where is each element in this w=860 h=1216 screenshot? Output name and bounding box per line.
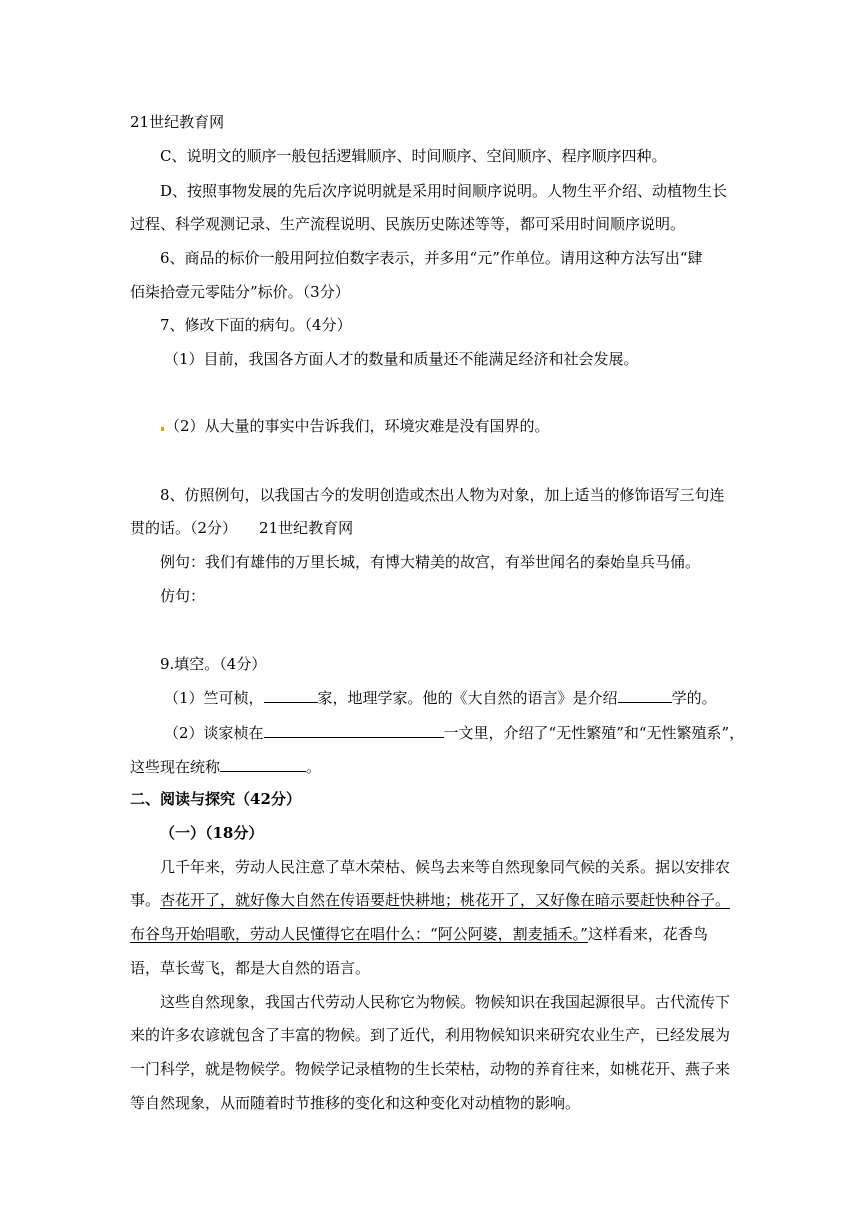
q9-item2-part-b: 一文里，介绍了“无性繁殖”和“无性繁殖系”， — [443, 724, 745, 742]
passage-p2-line2: 来的许多农谚就包含了丰富的物候。到了近代，利用物候知识来研究农业生产，已经发展为 — [130, 1026, 731, 1044]
question-8-line2 — [130, 518, 353, 538]
passage-p2-line1: 这些自然现象，我国古代劳动人民称它为物候。物候知识在我国起源很早。古代流传下 — [160, 993, 731, 1011]
question-9-item2 — [164, 722, 744, 743]
question-7-item2-text: （2）从大量的事实中告诉我们，环境灾难是没有国界的。 — [165, 417, 550, 435]
underlined-text: 布谷鸟开始唱歌，劳动人民懂得它在唱什么：“阿公阿婆，割麦插禾。” — [130, 925, 588, 943]
question-7-title: 7、修改下面的病句。（4分） — [160, 316, 352, 334]
passage-p2-line4: 等自然现象，从而随着时节推移的变化和这种变化对动植物的影响。 — [130, 1094, 581, 1112]
fill-blank[interactable] — [220, 756, 306, 772]
passage-p1-line3-plain: 这样看来，花香鸟 — [587, 925, 708, 943]
q9-item1-part-c: 学的。 — [671, 689, 717, 707]
passage-p1-line2 — [130, 890, 730, 910]
option-d-line1: D、按照事物发展的先后次序说明就是采用时间顺序说明。人物生平介绍、动植物生长 — [160, 182, 728, 200]
watermark-header: 21世纪教育网 — [130, 113, 225, 131]
q9-item1-part-a: （1）竺可桢， — [164, 689, 264, 707]
q9-item1-part-b: 家，地理学家。他的《大自然的语言》是介绍 — [317, 689, 618, 707]
passage-p1-line1: 几千年来，劳动人民注意了草木荣枯、候鸟去来等自然现象同气候的关系。据以安排农 — [160, 858, 731, 876]
question-9-item2-cont — [130, 756, 321, 777]
section-2-heading: 二、阅读与探究（42分） — [130, 790, 301, 808]
fill-blank[interactable] — [264, 687, 318, 703]
q9-item2-part-d: 。 — [306, 758, 322, 776]
option-c: C、说明文的顺序一般包括逻辑顺序、时间顺序、空间顺序、程序顺序四种。 — [160, 147, 667, 165]
fill-blank[interactable] — [264, 722, 444, 738]
fill-blank[interactable] — [618, 687, 672, 703]
question-8-line1: 8、仿照例句，以我国古今的发明创造或杰出人物为对象，加上适当的修饰语写三句连 — [160, 486, 725, 504]
inline-watermark: 21世纪教育网 — [259, 519, 354, 537]
question-8-imitation: 仿句： — [160, 587, 206, 605]
question-8-example: 例句：我们有雄伟的万里长城，有博大精美的故宫，有举世闻名的秦始皇兵马俑。 — [160, 553, 701, 571]
question-8-line2-text: 贯的话。（2分） — [130, 519, 238, 537]
question-9-item1 — [164, 687, 717, 708]
passage-p1-line3 — [130, 924, 708, 944]
question-6-line1: 6、商品的标价一般用阿拉伯数字表示，并多用“元”作单位。请用这种方法写出“肆 — [160, 249, 703, 267]
question-7-item2 — [160, 416, 550, 436]
underlined-text: 杏花开了，就好像大自然在传语要赶快耕地；桃花开了，又好像在暗示要赶快种谷子。 — [160, 891, 731, 909]
subsection-1-heading: （一）（18分） — [160, 824, 264, 842]
option-d-line2: 过程、科学观测记录、生产流程说明、民族历史陈述等等，都可采用时间顺序说明。 — [130, 215, 686, 233]
question-7-item1: （1）目前，我国各方面人才的数量和质量还不能满足经济和社会发展。 — [164, 350, 639, 368]
yellow-dot-mark — [161, 427, 164, 431]
question-6-line2: 佰柒拾壹元零陆分”标价。（3分） — [130, 283, 350, 301]
question-9-title: 9.填空。（4分） — [160, 655, 267, 673]
passage-p1-line2-plain: 事。 — [130, 891, 161, 909]
q9-item2-part-c: 这些现在统称 — [130, 758, 221, 776]
q9-item2-part-a: （2）谈家桢在 — [164, 724, 264, 742]
passage-p2-line3: 一门科学，就是物候学。物候学记录植物的生长荣枯，动物的养育往来，如桃花开、燕子来 — [130, 1060, 731, 1078]
passage-p1-line4: 语，草长莺飞，都是大自然的语言。 — [130, 959, 371, 977]
